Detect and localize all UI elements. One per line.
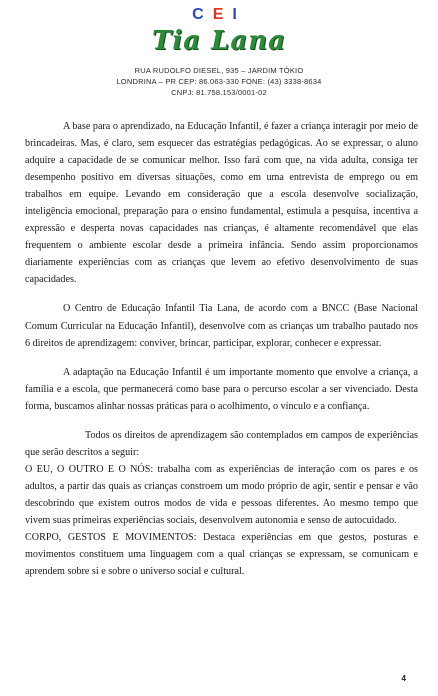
paragraph-corpo-gestos: CORPO, GESTOS E MOVIMENTOS: Destaca experiências em que gestos, posturas e movimentos constituem uma linguagem com a qual crianças se expressam, se comunicam e aprendem sobre si e sobre o universo social e cultural. — [25, 532, 418, 578]
page-number: 4 — [401, 674, 406, 683]
paragraph-fields-intro: Todos os direitos de aprendizagem são contemplados em campos de experiências que serão descritos a seguir: — [25, 429, 418, 458]
paragraph-eu-outro-nos: O EU, O OUTRO E O NÓS: trabalha com as experiências de interação com os pares e os adultos, a partir das quais as crianças constroem um modo próprio de agir, sentir e pensar e vão descobrindo que existem outros modos de vida e pessoas diferentes. Ao mesmo tempo que vivem suas primeiras experiências sociais, desenvolvem autonomia e senso de autocuidado. — [25, 463, 418, 526]
address-street: RUA RUDOLFO DIESEL, 935 – JARDIM TÓKIO — [134, 66, 304, 75]
school-logo-name: Tia Lana — [151, 26, 286, 56]
logo-letter-c: C — [192, 6, 213, 23]
logo-letter-i: I — [232, 6, 246, 23]
address-city-phone: LONDRINA – PR CEP: 86.063-330 FONE: (43) 3338-8634 — [116, 77, 322, 86]
paragraph-intro: A base para o aprendizado, na Educação Infantil, é fazer a criança interagir por meio de brincadeiras. Mas, é claro, sem esquecer das estratégias pedagógicas. Ao se expressar, o aluno adquire a capacidade de se comunicar melhor. Isso fará com que, na vida adulta, consiga ter desempenho positivo em diversas situações, como em uma entrevista de emprego ou em trabalhos em equipe. Levando em consideração que a escola desenvolve socialização, inteligência emocional, preparação para o ensino fundamental, estimula a pesquisa, incentiva a expressão e desperta novas capacidades nas crianças, é altamente recomendável que elas frequentem o ambiente escolar desde a primeira infância. Sendo assim proporcionamos diariamente experiências com as crianças que levem ao efetivo desenvolvimento de suas capacidades. — [25, 121, 418, 286]
logo-letter-e: E — [212, 6, 233, 23]
address-cnpj: CNPJ: 81.758.153/0001-02 — [171, 88, 267, 97]
paragraph-bncc: O Centro de Educação Infantil Tia Lana, de acordo com a BNCC (Base Nacional Comum Curricular na Educação Infantil), desenvolve com as crianças um trabalho pautado nos 6 direitos de aprendizagem: conviver, brincar, participar, explorar, conhecer e expressar. — [25, 303, 418, 349]
letterhead — [0, 4, 438, 120]
logo-cei — [0, 6, 438, 24]
paragraph-adaptation: A adaptação na Educação Infantil é um importante momento que envolve a criança, a família e a escola, que permanecerá como base para o percurso escolar a ser vivenciado. Desta forma, buscamos alinhar nossas práticas para o acolhimento, o vínculo e a confiança. — [25, 366, 418, 412]
document-body — [25, 118, 418, 580]
